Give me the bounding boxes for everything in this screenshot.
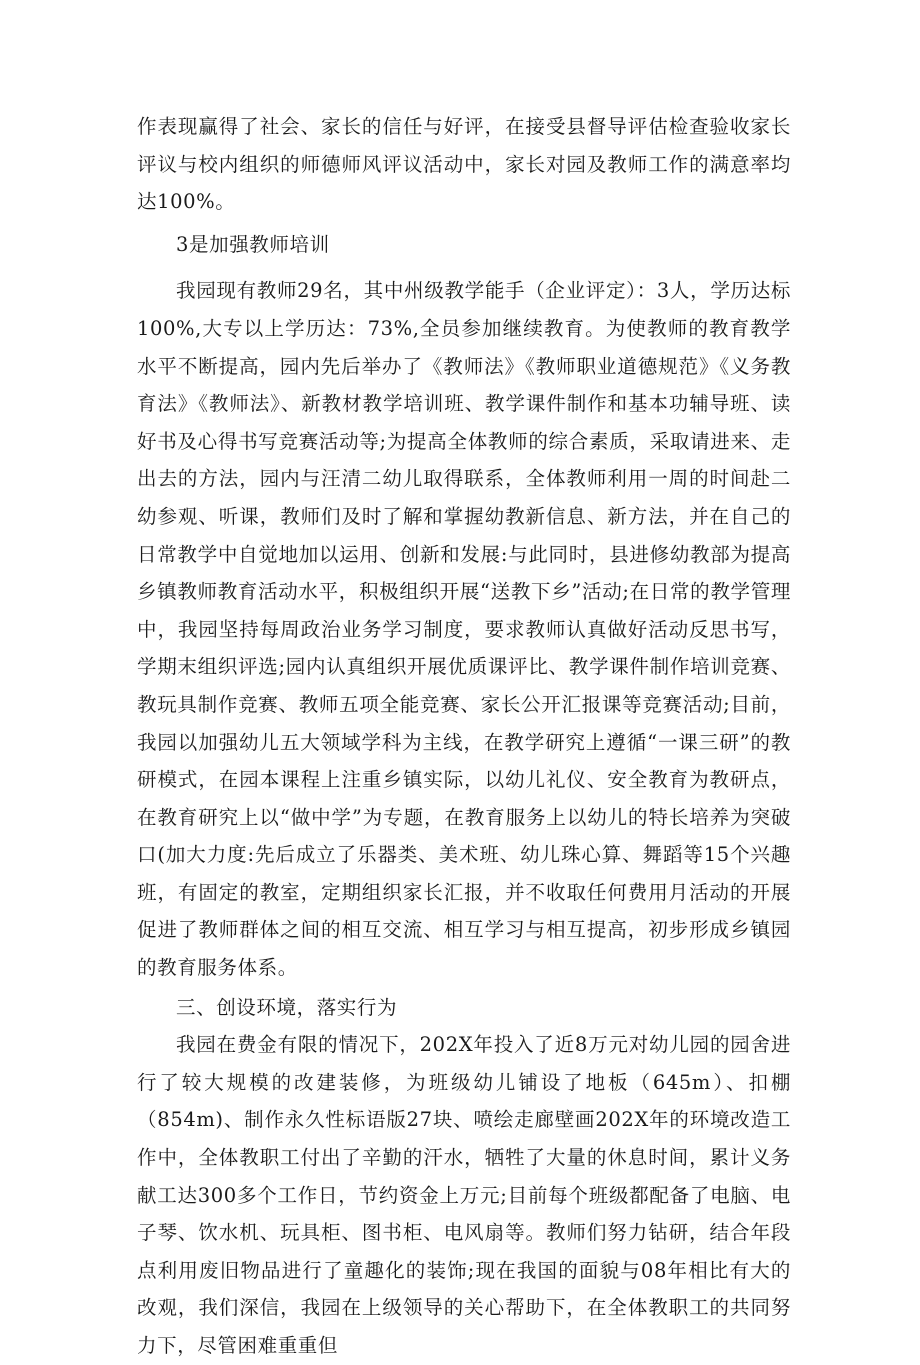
document-body [137, 108, 791, 1365]
section-heading-teacher-training: 3是加强教师培训 [176, 232, 330, 256]
paragraph-environment: 我园在费金有限的情况下，202X年投入了近8万元对幼儿园的园舍进行了较大规模的改建装修，为班级幼儿铺设了地板（645m）、扣棚（854m)、制作永久性标语版27块、喷绘走廊壁画202X年的环境改造工作中，全体教职工付出了辛勤的汗水，牺牲了大量的休息时间，累计义务献工达300多个工作日，节约资金上万元;目前每个班级都配备了电脑、电子琴、饮水机、玩具柜、图书柜、电风扇等。教师们努力钻研，结合年段点利用废旧物品进行了童趣化的装饰;现在我国的面貌与08年相比有大的改观，我们深信，我园在上级领导的关心帮助下，在全体教职工的共同努力下，尽管困难重重但 [137, 1033, 791, 1357]
paragraph-teacher-training: 我园现有教师29名，其中州级教学能手（企业评定）：3人，学历达标100%,大专以上学历达：73%,全员参加继续教育。为使教师的教育教学水平不断提高，园内先后举办了《教师法》《教师职业道德规范》《义务教育法》《教师法》、新教材教学培训班、教学课件制作和基本功辅导班、读好书及心得书写竞赛活动等;为提高全体教师的综合素质，采取请进来、走出去的方法，园内与汪清二幼儿取得联系，全体教师利用一周的时间赴二幼参观、听课，教师们及时了解和掌握幼教新信息、新方法，并在自己的日常教学中自觉地加以运用、创新和发展:与此同时，县进修幼教部为提高乡镇教师教育活动水平，积极组织开展“送教下乡”活动;在日常的教学管理中，我园坚持每周政治业务学习制度，要求教师认真做好活动反思书写，学期末组织评选;园内认真组织开展优质课评比、教学课件制作培训竞赛、教玩具制作竞赛、教师五项全能竞赛、家长公开汇报课等竞赛活动;目前，我园以加强幼儿五大领域学科为主线，在教学研究上遵循“一课三研”的教研模式，在园本课程上注重乡镇实际，以幼儿礼仪、安全教育为教研点，在教育研究上以“做中学”为专题，在教育服务上以幼儿的特长培养为突破口(加大力度:先后成立了乐器类、美术班、幼儿珠心算、舞蹈等15个兴趣班，有固定的教室，定期组织家长汇报，并不收取任何费用月活动的开展促进了教师群体之间的相互交流、相互学习与相互提高，初步形成乡镇园的教育服务体系。 [137, 279, 791, 980]
paragraph-parent-satisfaction: 作表现赢得了社会、家长的信任与好评，在接受县督导评估检查验收家长评议与校内组织的师德师风评议活动中，家长对园及教师工作的满意率均达100%。 [137, 115, 791, 214]
section-heading-environment: 三、创设环境，落实行为 [176, 995, 398, 1019]
